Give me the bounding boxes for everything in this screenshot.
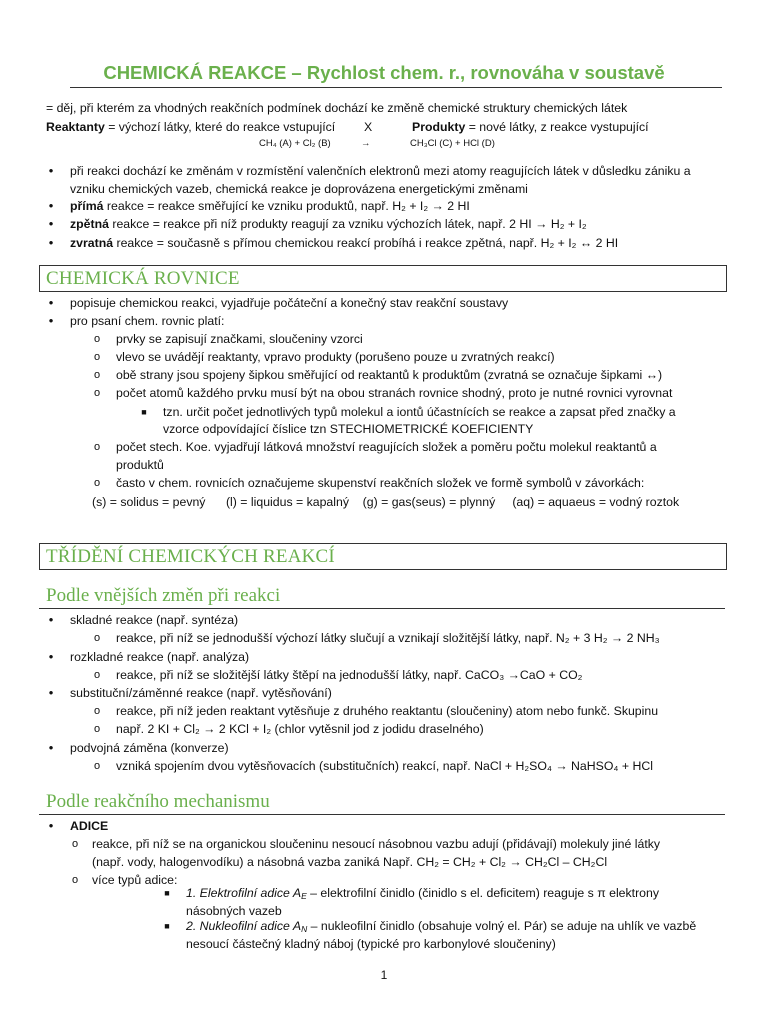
bullet-text: podvojná záměna (konverze)	[70, 741, 229, 755]
adice-type-2	[186, 917, 696, 935]
circle-bullet-icon: o	[93, 760, 101, 772]
zvratna-text: reakce = současně s přímou chemickou reakcí probíhá i reakce zpětná, např. H₂ + I₂ ↔ 2 HI	[113, 236, 619, 250]
bullet-icon: •	[48, 612, 54, 627]
circle-bullet-icon: o	[93, 369, 101, 381]
subsection-underline	[39, 608, 725, 609]
bullet-text: pro psaní chem. rovnic platí:	[70, 314, 225, 328]
sub-bullet-text: více typů adice:	[92, 873, 178, 887]
prima-label: přímá	[70, 199, 104, 213]
square-bullet-icon: ■	[164, 921, 170, 931]
bullet-text: rozkladné reakce (např. analýza)	[70, 650, 250, 664]
sub-bullet-text: počet stech. Koe. vyjadřují látková množství reagujících složek a poměru počtu molekul reaktantů a	[116, 440, 657, 454]
bullet-text-cont: vzniku chemických vazeb, chemická reakce je doprovázena energetickými změnami	[70, 182, 528, 196]
reactants-line	[46, 118, 335, 136]
circle-bullet-icon: o	[93, 632, 101, 644]
title-underline	[70, 87, 722, 88]
zpetna-text: reakce = reakce při níž produkty reagují za vzniku výchozích látek, např. 2 HI → H₂ + I₂	[108, 217, 587, 231]
subsection-underline	[39, 814, 725, 815]
adice-heading	[70, 817, 108, 835]
page-number: 1	[380, 968, 388, 982]
sub-bullet-text: reakce, při níž jeden reaktant vytěsňuje z druhého reaktantu (sloučeniny) atom nebo funkč. Skupinu	[116, 704, 659, 718]
adice-type-1	[186, 884, 659, 902]
adice-type-1-sub: E	[301, 891, 307, 901]
zvratna-label: zvratná	[70, 236, 114, 250]
subsection-heading: Podle reakčního mechanismu	[46, 791, 270, 812]
adice-type-2-sub: N	[301, 924, 308, 934]
sub-bullet-text: obě strany jsou spojeny šipkou směřující od reaktantů k produktům (zvratná se označuje šipkami ↔)	[116, 368, 663, 382]
circle-bullet-icon: o	[93, 387, 101, 399]
sub-bullet-text: vlevo se uvádějí reaktanty, vpravo produkty (porušeno pouze u zvratných reakcí)	[116, 350, 555, 364]
prima-text: reakce = reakce směřující ke vzniku produktů, např. H₂ + I₂ → 2 HI	[103, 199, 470, 213]
circle-bullet-icon: o	[93, 477, 101, 489]
sub-bullet-text: prvky se zapisují značkami, sloučeniny vzorci	[116, 332, 363, 346]
bullet-icon: •	[48, 295, 54, 310]
sub-bullet-text: vzniká spojením dvou vytěsňovacích (substitučních) reakcí, např. NaCl + H₂SO₄ → NaHSO₄ + HCl	[116, 759, 653, 773]
adice-type-2-cont: nesoucí částečný kladný náboj (typické pro karbonylové sloučeniny)	[186, 937, 556, 951]
bullet-icon: •	[48, 235, 54, 250]
bullet-icon: •	[48, 685, 54, 700]
circle-bullet-icon: o	[93, 723, 101, 735]
reactants-text: = výchozí látky, které do reakce vstupující	[104, 120, 336, 134]
bullet-icon: •	[48, 740, 54, 755]
states-line: (s) = solidus = pevný (l) = liquidus = kapalný (g) = gas(seus) = plynný (aq) = aquaeus = vodný roztok	[92, 495, 680, 509]
circle-bullet-icon: o	[71, 838, 79, 850]
bullet-text: při reakci dochází ke změnám v rozmístění valenčních elektronů mezi atomy reagujících látek v důsledku zániku a	[70, 164, 691, 178]
definition-line: = děj, při kterém za vhodných reakčních podmínek dochází ke změně chemické struktury chemických látek	[46, 101, 628, 115]
products-line	[412, 118, 649, 136]
products-text: = nové látky, z reakce vystupující	[465, 120, 649, 134]
sub-bullet-text: reakce, při níž se na organickou sloučeninu nesoucí násobnou vazbu adují (přidávají) molekuly jiné látky	[92, 837, 661, 851]
square-bullet-icon: ■	[164, 888, 170, 898]
bullet-icon: •	[48, 216, 54, 231]
adice-type-1-text: – elektrofilní činidlo (činidlo s el. deficitem) reaguje s π elektrony	[306, 886, 660, 900]
circle-bullet-icon: o	[71, 874, 79, 886]
bullet-icon: •	[48, 649, 54, 664]
adice-type-1-cont: násobných vazeb	[186, 904, 282, 918]
zpetna-label: zpětná	[70, 217, 109, 231]
bullet-icon: •	[48, 163, 54, 178]
zvratna-line	[70, 234, 618, 252]
sub-bullet-text: počet atomů každého prvku musí být na obou stranách rovnice shodný, proto je nutné rovnici vyrovnat	[116, 386, 673, 400]
sub-sub-bullet-text: tzn. určit počet jednotlivých typů molekul a iontů účastnících se reakce a zapsat před značky a	[163, 405, 676, 419]
zpetna-line	[70, 215, 587, 233]
section-heading: TŘÍDĚNÍ CHEMICKÝCH REAKCÍ	[46, 546, 335, 567]
bullet-icon: •	[48, 313, 54, 328]
adice-label: ADICE	[70, 819, 109, 833]
sub-bullet-text: reakce, při níž se jednodušší výchozí látky slučují a vznikají složitější látky, např. N₂ + 3 H₂ → 2 NH₃	[116, 631, 660, 645]
page-title: CHEMICKÁ REAKCE – Rychlost chem. r., rovnováha v soustavě	[103, 62, 665, 83]
example-arrow: →	[361, 138, 371, 149]
sub-bullet-text-cont: (např. vody, halogenvodíku) a násobná vazba zaniká Např. CH₂ = CH₂ + Cl₂ → CH₂Cl – CH₂Cl	[92, 855, 608, 869]
products-label: Produkty	[412, 120, 466, 134]
sub-bullet-text-cont: produktů	[116, 458, 164, 472]
reactants-label: Reaktanty	[46, 120, 105, 134]
circle-bullet-icon: o	[93, 351, 101, 363]
adice-type-1-name: 1. Elektrofilní adice A	[186, 886, 302, 900]
adice-type-2-text: – nukleofilní činidlo (obsahuje volný el. Pár) se aduje na uhlík ve vazbě	[307, 919, 697, 933]
bullet-icon: •	[48, 198, 54, 213]
sub-sub-bullet-text-cont: vzorce odpovídající číslice tzn STECHIOMETRICKÉ KOEFICIENTY	[163, 422, 534, 436]
bullet-text: substituční/záměnné reakce (např. vytěsňování)	[70, 686, 332, 700]
bullet-icon: •	[48, 818, 54, 833]
example-right: CH₃Cl (C) + HCl (D)	[410, 138, 495, 149]
subsection-heading: Podle vnějších změn při reakci	[46, 585, 281, 606]
circle-bullet-icon: o	[93, 705, 101, 717]
section-heading: CHEMICKÁ ROVNICE	[46, 268, 240, 289]
example-left: CH₄ (A) + Cl₂ (B)	[259, 138, 331, 149]
bullet-text: skladné reakce (např. syntéza)	[70, 613, 239, 627]
section-heading-box	[39, 543, 727, 570]
x-separator: X	[364, 120, 373, 134]
circle-bullet-icon: o	[93, 669, 101, 681]
bullet-text: popisuje chemickou reakci, vyjadřuje počáteční a konečný stav reakční soustavy	[70, 296, 509, 310]
circle-bullet-icon: o	[93, 333, 101, 345]
circle-bullet-icon: o	[93, 441, 101, 453]
prima-line	[70, 197, 470, 215]
sub-bullet-text: reakce, při níž se složitější látky štěpí na jednodušší látky, např. CaCO₃ →CaO + CO₂	[116, 668, 583, 682]
sub-bullet-text: často v chem. rovnicích označujeme skupenství reakčních složek ve formě symbolů v závorkách:	[116, 476, 645, 490]
section-heading-box	[39, 265, 727, 292]
adice-type-2-name: 2. Nukleofilní adice A	[186, 919, 302, 933]
square-bullet-icon: ■	[141, 407, 147, 417]
sub-bullet-text: např. 2 KI + Cl₂ → 2 KCl + I₂ (chlor vytěsnil jod z jodidu draselného)	[116, 722, 484, 736]
